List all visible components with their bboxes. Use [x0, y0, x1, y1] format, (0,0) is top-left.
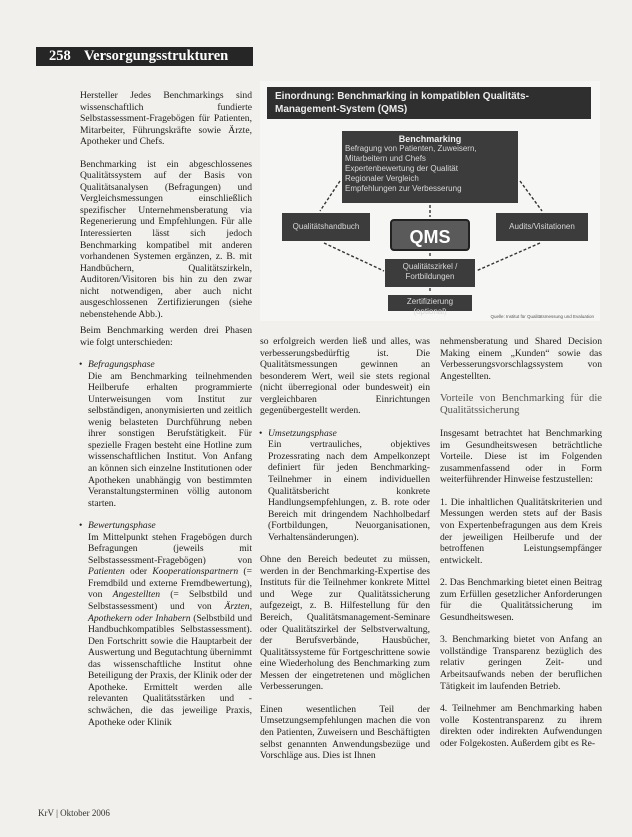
phase-list [80, 359, 252, 728]
column-3 [440, 336, 602, 749]
phase-list [260, 428, 430, 543]
paragraph: 4. Teilnehmer am Benchmarking haben volle Kostentransparenz zu ihrem direkten oder indirekten Aufwendungen oder Folgekosten. Außerdem gibt es Re- [440, 703, 602, 749]
paragraph: Insgesamt betrachtet hat Benchmarking im Gesundheitswesen beträchtliche Vorteile. Diese ist im Folgenden zusammenfassend oder in Form weiterführender Hinweise festzustellen: [440, 428, 602, 486]
list-item: • Bewertungsphase Im Mittelpunkt stehen Fragebögen durch Befragungen (jeweils mit Selbstassessment-Fragebögen) von Patienten oder Kooperationspartnern (= Fremdbild und externe Fremdbewertung), von Angestellten (= Selbstbild und Selbstassessment) und von Ärzten, Apothekern oder Inhabern (Selbstbild und Handbuchkompatibles Selbstassessment). Den Fortschritt sowie die Hauptarbeit der Auswertung und Begutachtung übernimmt das wissenschaftliche Institut ohne Beteiligung der Praxis, der Klinik oder der Apotheke. Ermittelt werden alle relevanten Qualitätsstärken und -schwächen, die das jeweilige Praxis, Apotheke oder Klinik [80, 520, 252, 728]
figure-line: Regionaler Vergleich [345, 174, 419, 183]
column-1-lower [80, 325, 252, 739]
figure-qms-center: QMS [390, 219, 470, 251]
figure-qms-diagram [260, 81, 600, 321]
paragraph: nehmensberatung und Shared Decision Making einem „Kunden“ sowie das Verbesserungsvorschlagssystem von Angestellten. [440, 336, 602, 382]
list-item [80, 359, 252, 509]
figure-line: Empfehlungen zur Verbesserung [345, 184, 462, 193]
paragraph: 1. Die inhaltlichen Qualitätskriterien und Messungen werden stets auf der Basis von Expertenbefragungen aus dem Kreis der jeweiligen Heilberufe und der betroffenen Leistungsempfänger entwickelt. [440, 496, 602, 566]
page-header [36, 47, 253, 66]
paragraph: 2. Das Benchmarking bietet einen Beitrag zum Erfüllen gesetzlicher Anforderungen für die Qualitätssicherung im Gesundheitswesen. [440, 577, 602, 623]
figure-arrows [260, 81, 600, 321]
phase-title: Befragungsphase [88, 359, 155, 371]
phase-text: Die am Benchmarking teilnehmenden Heilberufe erhalten programmierte Unterweisungen vom Institut zur selbständigen, anonymisierten und zeitlich wenig belasteten Durchführung neben ihrer sonstigen Berufstätigkeit. Für spezielle Fragen besteht eine Hotline zum wissenschaftlichen Institut. Von Anfang an können sich einzelne Institutionen oder Apotheken unabhängig von bestimmten Veranstaltungsterminen völlig autonom starten. [88, 370, 252, 509]
paragraph: Einen wesentlichen Teil der Umsetzungsempfehlungen machen die von den Patienten, Zuweisern und Beschäftigten selbst genannten Anwendungsbezüge und Vorschläge aus. Dies ist Ihnen [260, 703, 430, 762]
page-header-title: Versorgungsstrukturen [84, 48, 229, 64]
figure-box-center: Qualitätszirkel / Fortbildungen [385, 259, 475, 287]
figure-box-bottom: Zertifizierung (optional) [388, 295, 472, 311]
phase-title: Bewertungsphase [88, 520, 156, 532]
page-footer: KrV | Oktober 2006 [38, 808, 110, 818]
phase-title: Umsetzungsphase [268, 427, 337, 439]
list-item [260, 428, 430, 543]
section-heading: Vorteile von Benchmarking für die Qualitätssicherung [440, 393, 602, 417]
figure-box-left: Qualitätshandbuch [282, 213, 370, 241]
column-1-top [80, 90, 252, 320]
figure-title: Einordnung: Benchmarking in kompatiblen Qualitäts-Management-System (QMS) [267, 87, 591, 119]
column-2 [260, 336, 430, 762]
figure-box-right: Audits/Visitationen [496, 213, 588, 241]
figure-source: Quelle: Institut für Qualitätsmessung und Evaluation [490, 314, 594, 319]
paragraph: Ohne den Bereich bedeutet zu müssen, werden in der Benchmarking-Expertise des Instituts für die Teilnehmer konkrete Mittel und Wege zur Qualitätssicherung aufgezeigt, z. B. Hilfestellung für den Bereich, Qualitätsmanagement-Seminare oder Qualitätszirkel der Selbstverwaltung, der Berufsverbände, Hausbücher, Qualitätssysteme für Fortgeschrittene sowie eine Wiederholung des Benchmarking zum Messen der eingetretenen und möglichen Verbesserungen. [260, 554, 430, 693]
paragraph: Hersteller Jedes Benchmarkings sind wissenschaftlich fundierte Selbstassessment-Fragebögen für Patienten, Mitarbeiter, Führungskräfte sowie Ärzte, Apotheker und Chefs. [80, 90, 252, 148]
paragraph: Beim Benchmarking werden drei Phasen wie folgt unterschieden: [80, 325, 252, 348]
page-number: 258 [49, 48, 71, 64]
figure-line: Expertenbewertung der Qualität [345, 164, 458, 173]
figure-box-benchmarking: Benchmarking Befragung von Patienten, Zuweisern, Mitarbeitern und Chefs Expertenbewertung der Qualität Regionaler Vergleich Empfehlungen zur Verbesserung [342, 131, 518, 203]
figure-line: Mitarbeitern und Chefs [345, 154, 426, 163]
paragraph: so erfolgreich werden ließ und alles, was verbesserungsbedürftig ist. Die Qualitätsmessungen gewinnen an besonderem Wert, weil sie stets regional (nicht überregional oder bundesweit) ein vergleichbaren Einrichtungen gegenübergestellt werden. [260, 336, 430, 417]
paragraph: 3. Benchmarking bietet von Anfang an vollständige Transparenz bezüglich des relativ geringen Zeit- und Arbeitsaufwands neben der beruflichen Tätigkeit im laufenden Betrieb. [440, 634, 602, 692]
paragraph: Benchmarking ist ein abgeschlossenes Qualitätssystem auf der Basis von Qualitätsanalysen (Befragungen) und Vergleichsmessungen einschließlich spezifischer Unternehmensberatung via Regenerierung und Empfehlungen. Für alle Interessierten lässt sich jedoch Benchmarking kompatibel mit anderen vorhandenen Systemen ergänzen, z. B. mit Handbüchern, Qualitätszirkeln, Auditoren/Visitoren bis hin zu den zwar nicht notwendigen, aber auch nicht ausgeschlossenen Zertifizierungen (siehe nebenstehende Abb.). [80, 158, 252, 320]
phase-text: Ein vertrauliches, objektives Prozessrating nach dem Ampelkonzept definiert für jeden Benchmarking-Teilnehmer in einem individuellen Qualitätsbericht konkrete Handlungsempfehlungen, z. B. rote oder Bereich mit dringendem Nachholbedarf (Fortbildungen, Neuorganisationen, Verhaltensänderungen). [268, 439, 430, 543]
figure-line: Befragung von Patienten, Zuweisern, [345, 144, 477, 153]
